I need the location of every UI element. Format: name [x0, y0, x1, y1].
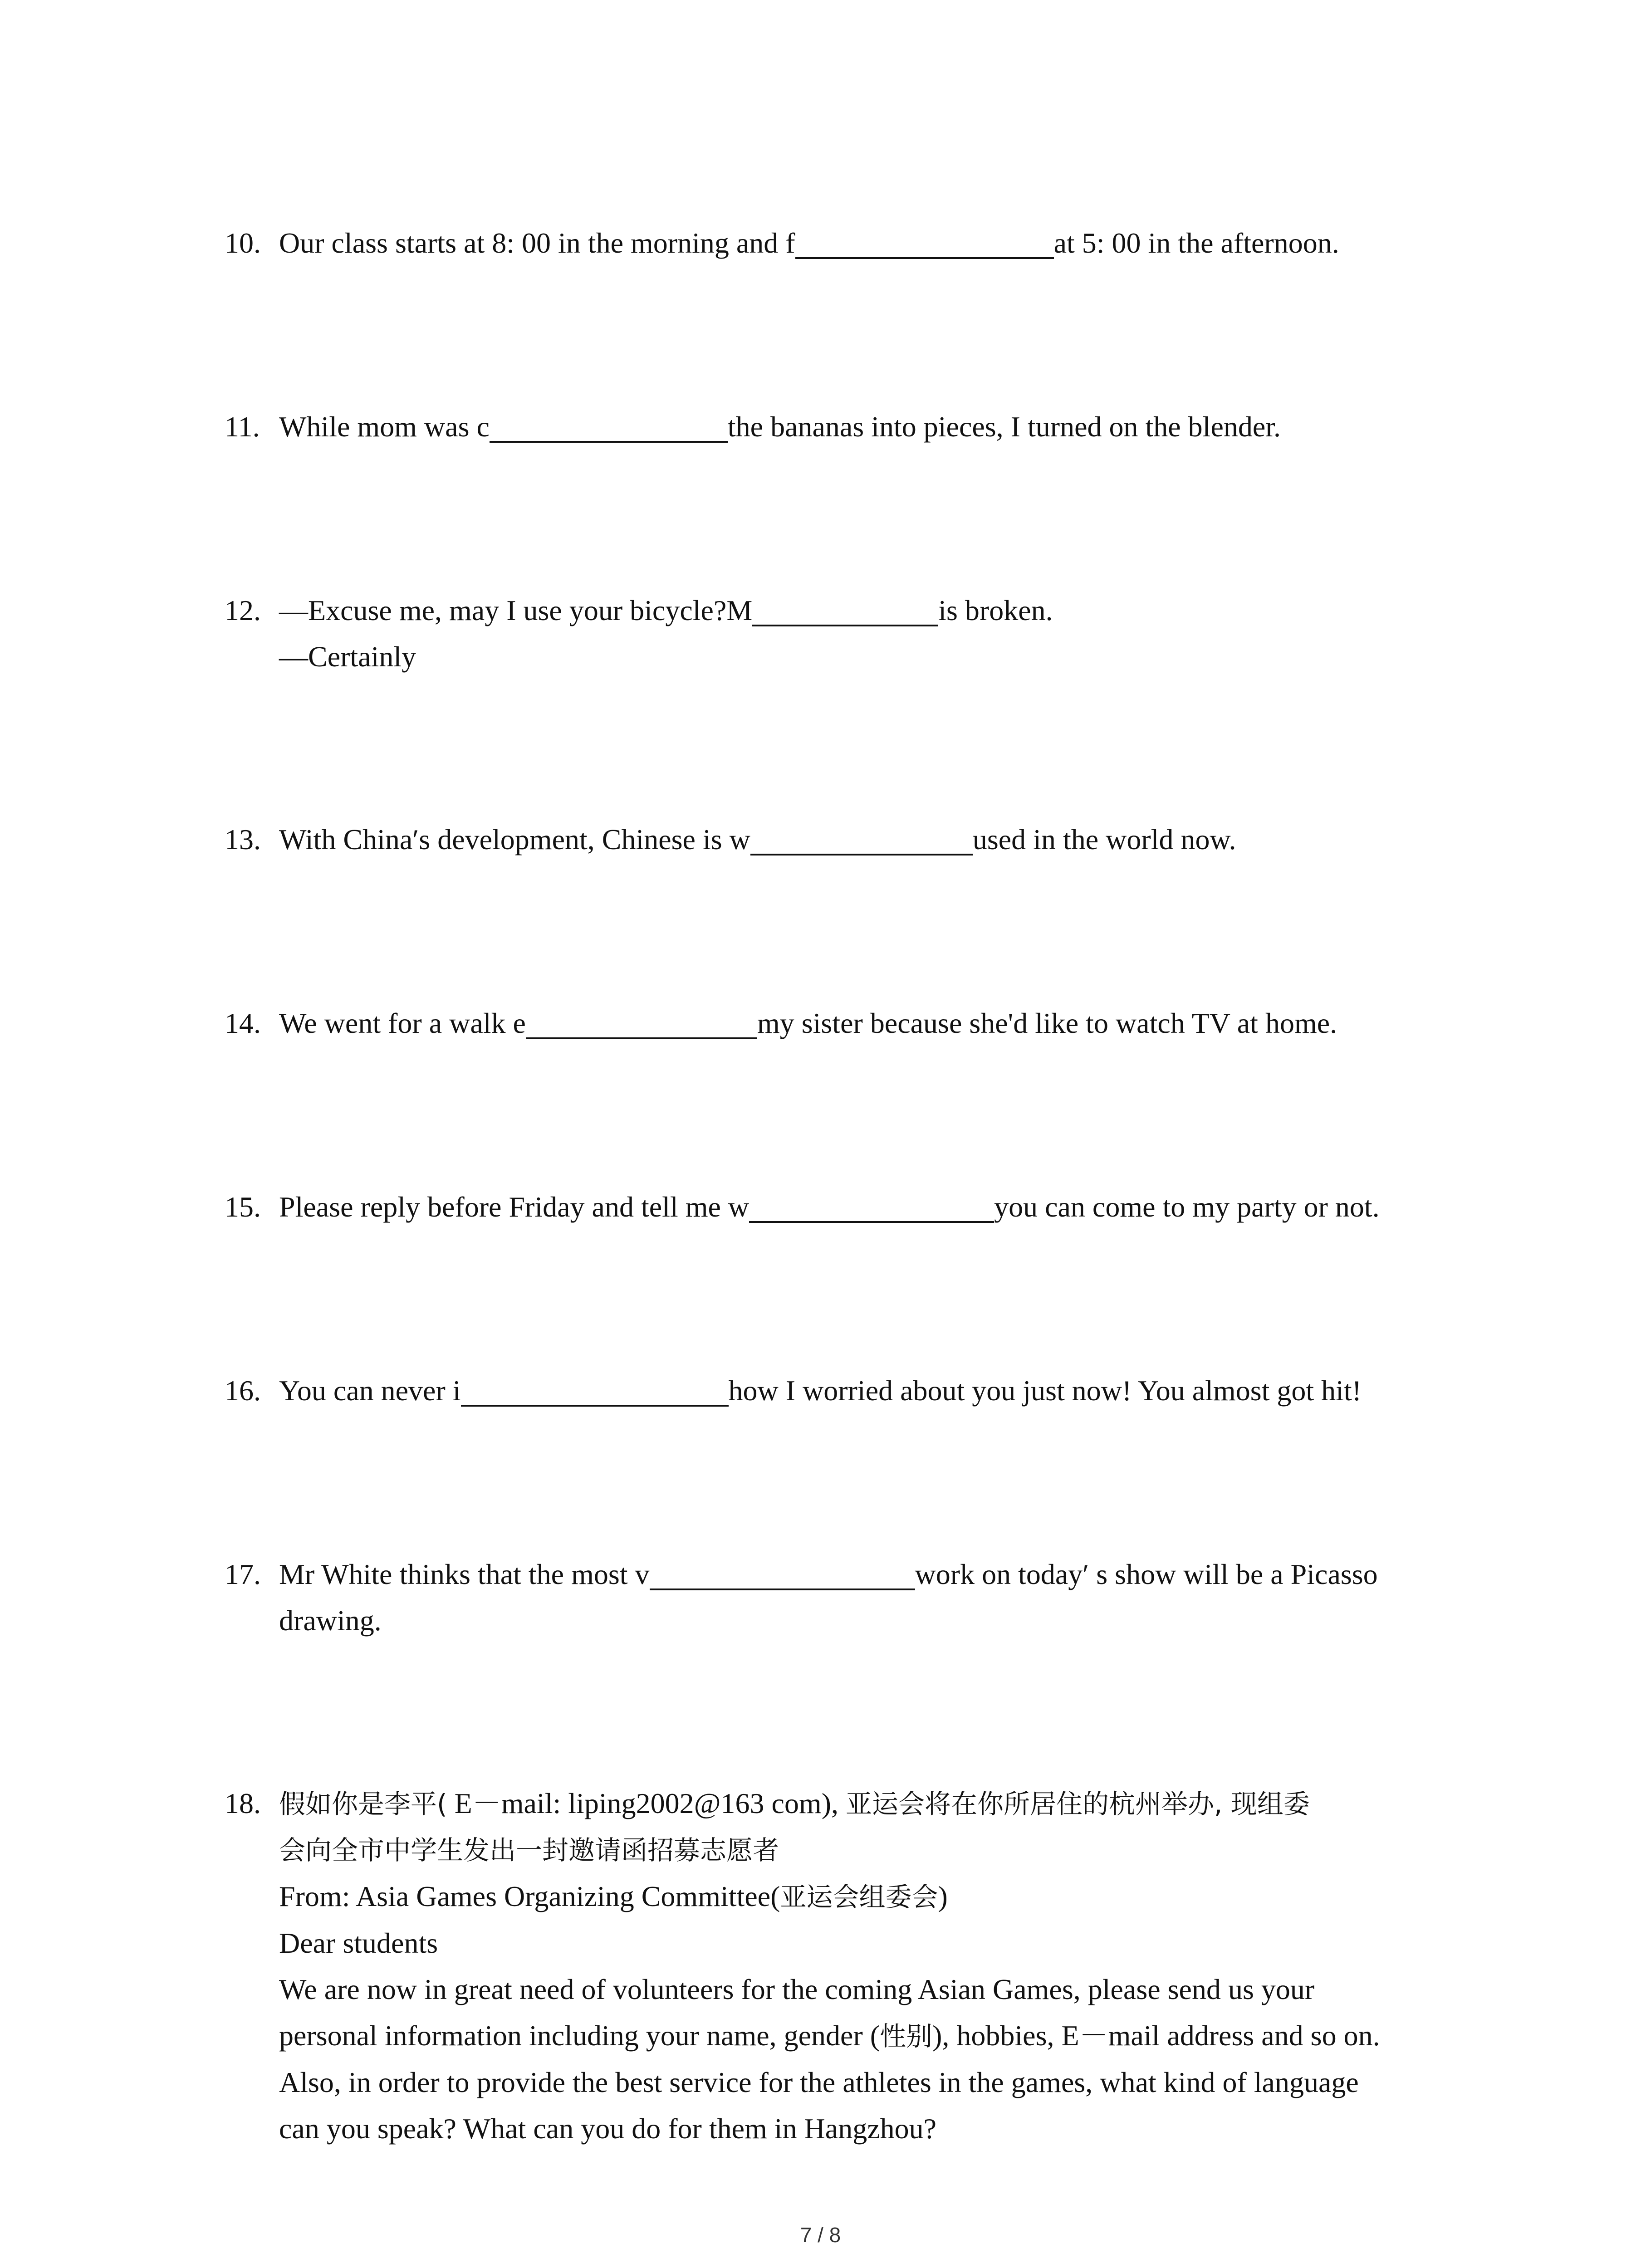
question-number: 12. [225, 594, 261, 626]
answer-blank[interactable] [750, 822, 973, 855]
question-number: 14. [225, 1007, 261, 1039]
prompt-line-1: 假如你是李平( E－mail: liping2002@163 com), 亚运会将在你所居住的杭州举办, 现组委 [279, 1787, 1310, 1819]
question-text-after: at 5: 00 in the afternoon. [1053, 227, 1339, 259]
question-text-after: used in the world now. [972, 823, 1236, 855]
question-text-before: You can never i [279, 1374, 461, 1407]
question-text-before: While mom was c [279, 411, 490, 443]
question-number: 18. [225, 1787, 261, 1819]
question-15 [225, 1184, 1486, 1230]
letter-body-line: can you speak? What can you do for them in Hangzhou? [279, 2112, 936, 2145]
question-number: 13. [225, 823, 261, 855]
answer-blank[interactable] [526, 1006, 757, 1039]
question-line [279, 1000, 1486, 1046]
question-text-before: Our class starts at 8: 00 in the morning and f [279, 227, 795, 259]
question-line [279, 1551, 1486, 1598]
question-text-after: my sister because she'd like to watch TV at home. [757, 1007, 1337, 1039]
question-line [279, 1368, 1486, 1414]
question-16 [225, 1368, 1486, 1414]
question-text-before: With China′s development, Chinese is w [279, 823, 750, 855]
question-text-before: —Excuse me, may I use your bicycle?M [279, 594, 753, 626]
question-line [279, 816, 1486, 863]
question-11 [225, 404, 1486, 450]
question-text-after: the bananas into pieces, I turned on the blender. [727, 411, 1281, 443]
question-text-before: Mr White thinks that the most v [279, 1558, 650, 1590]
question-number: 16. [225, 1374, 261, 1407]
answer-blank[interactable] [795, 225, 1054, 259]
question-17 [225, 1551, 1486, 1644]
letter-body-line: personal information including your name, gender (性别), hobbies, E－mail address and so on. [279, 2019, 1380, 2052]
question-18 [225, 1780, 1486, 2152]
question-12 [225, 587, 1486, 680]
question-number: 11. [225, 411, 260, 443]
question-text-after: is broken. [938, 594, 1053, 626]
answer-blank[interactable] [749, 1189, 994, 1223]
question-reply: —Certainly [279, 640, 416, 673]
letter-from: From: Asia Games Organizing Committee(亚运会组委会) [279, 1880, 948, 1912]
question-text-after: you can come to my party or not. [994, 1191, 1380, 1223]
question-number: 17. [225, 1558, 261, 1590]
question-line [279, 404, 1486, 450]
prompt-line-2: 会向全市中学生发出一封邀请函招募志愿者 [279, 1835, 779, 1866]
question-number: 15. [225, 1191, 261, 1223]
question-13 [225, 816, 1486, 863]
question-line [279, 1184, 1486, 1230]
answer-blank[interactable] [461, 1373, 729, 1407]
question-text-after: how I worried about you just now! You almost got hit! [728, 1374, 1362, 1407]
question-line-continued: drawing. [279, 1604, 382, 1637]
letter-body-line: Also, in order to provide the best service for the athletes in the games, what kind of language [279, 2066, 1359, 2098]
question-text-before: Please reply before Friday and tell me w [279, 1191, 749, 1223]
question-line [279, 587, 1486, 634]
question-14 [225, 1000, 1486, 1046]
question-line [279, 220, 1486, 266]
letter-body-line: We are now in great need of volunteers for the coming Asian Games, please send us your [279, 1973, 1315, 2005]
answer-blank[interactable] [490, 409, 728, 443]
question-10 [225, 220, 1486, 266]
question-text-after: work on today′ s show will be a Picasso [915, 1558, 1378, 1590]
page-number: 7 / 8 [800, 2223, 841, 2247]
question-text-before: We went for a walk e [279, 1007, 526, 1039]
letter-greeting: Dear students [279, 1927, 438, 1959]
question-number: 10. [225, 227, 261, 259]
answer-blank[interactable] [752, 593, 938, 626]
answer-blank[interactable] [650, 1557, 915, 1590]
